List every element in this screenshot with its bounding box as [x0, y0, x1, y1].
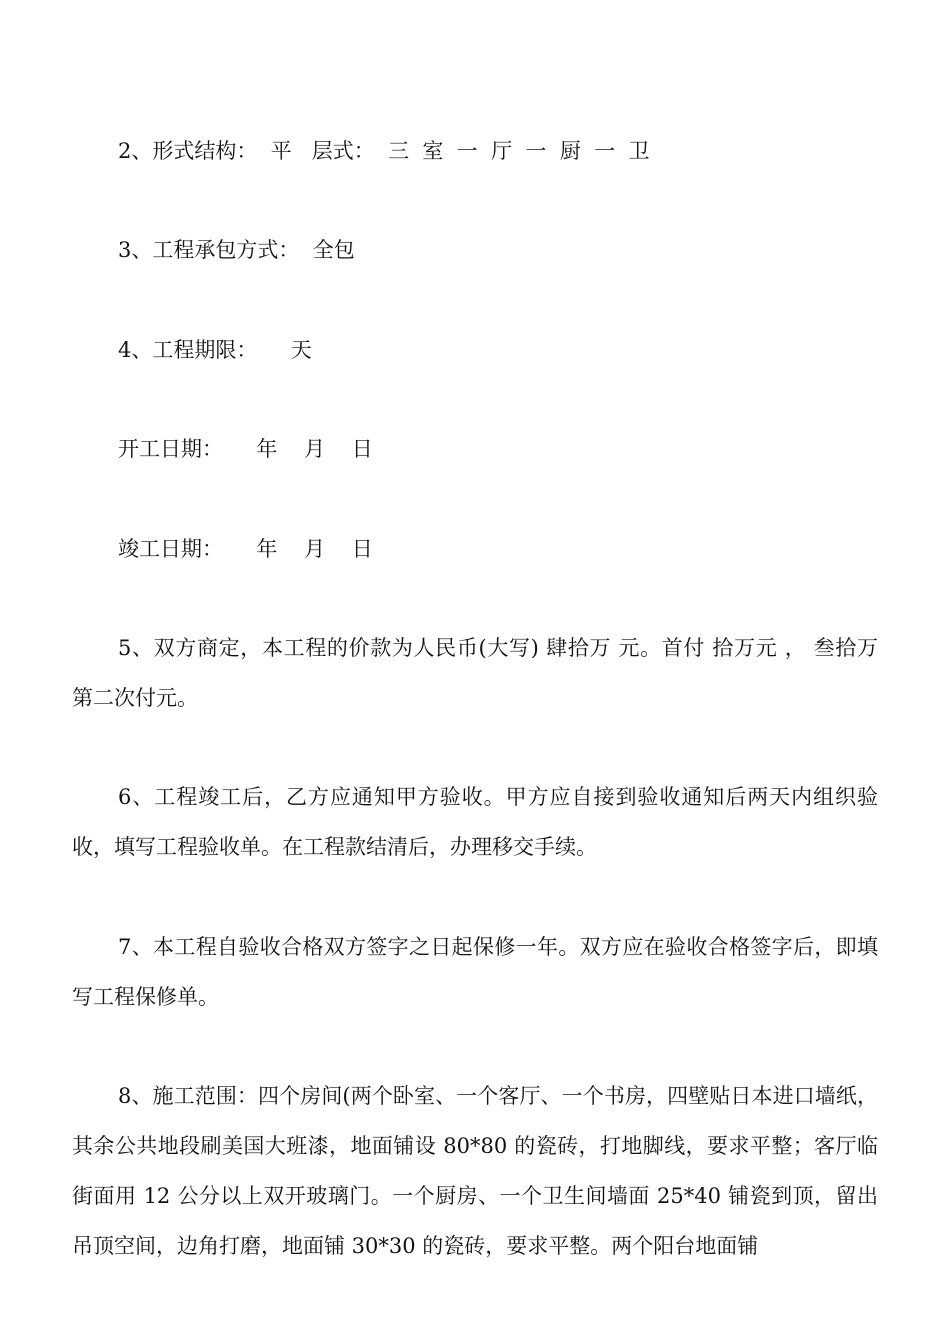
contract-mode-line: 3、工程承包方式： 全包: [118, 238, 355, 262]
start-date-line: 开工日期： 年 月 日: [118, 437, 373, 461]
structure-line: 2、形式结构： 平 层式： 三 室 一 厅 一 厨 一 卫: [118, 139, 650, 163]
price-paragraph: 5、双方商定，本工程的价款为人民币(大写) 肆拾万 元。首付 拾万元 ， 叁拾万 第二次付元。: [72, 636, 878, 710]
warranty-paragraph: 7、本工程自验收合格双方签字之日起保修一年。双方应在验收合格签字后，即填写工程保修单。: [72, 935, 878, 1009]
duration-line: 4、工程期限： 天: [118, 338, 312, 362]
scope-paragraph: 8、施工范围：四个房间(两个卧室、一个客厅、一个书房，四壁贴日本进口墙纸，其余公共地段刷美国大班漆，地面铺设 80*80 的瓷砖，打地脚线，要求平整；客厅临街面用 12 公分以上双开玻璃门。一个厨房、一个卫生间墙面 25*40 铺瓷到顶，留出吊顶空间，边角打磨，地面铺 30*30 的瓷砖，要求平整。两个阳台地面铺: [72, 1084, 878, 1258]
acceptance-paragraph: 6、工程竣工后，乙方应通知甲方验收。甲方应自接到验收通知后两天内组织验收，填写工程验收单。在工程款结清后，办理移交手续。: [72, 785, 878, 859]
end-date-line: 竣工日期： 年 月 日: [118, 537, 373, 561]
